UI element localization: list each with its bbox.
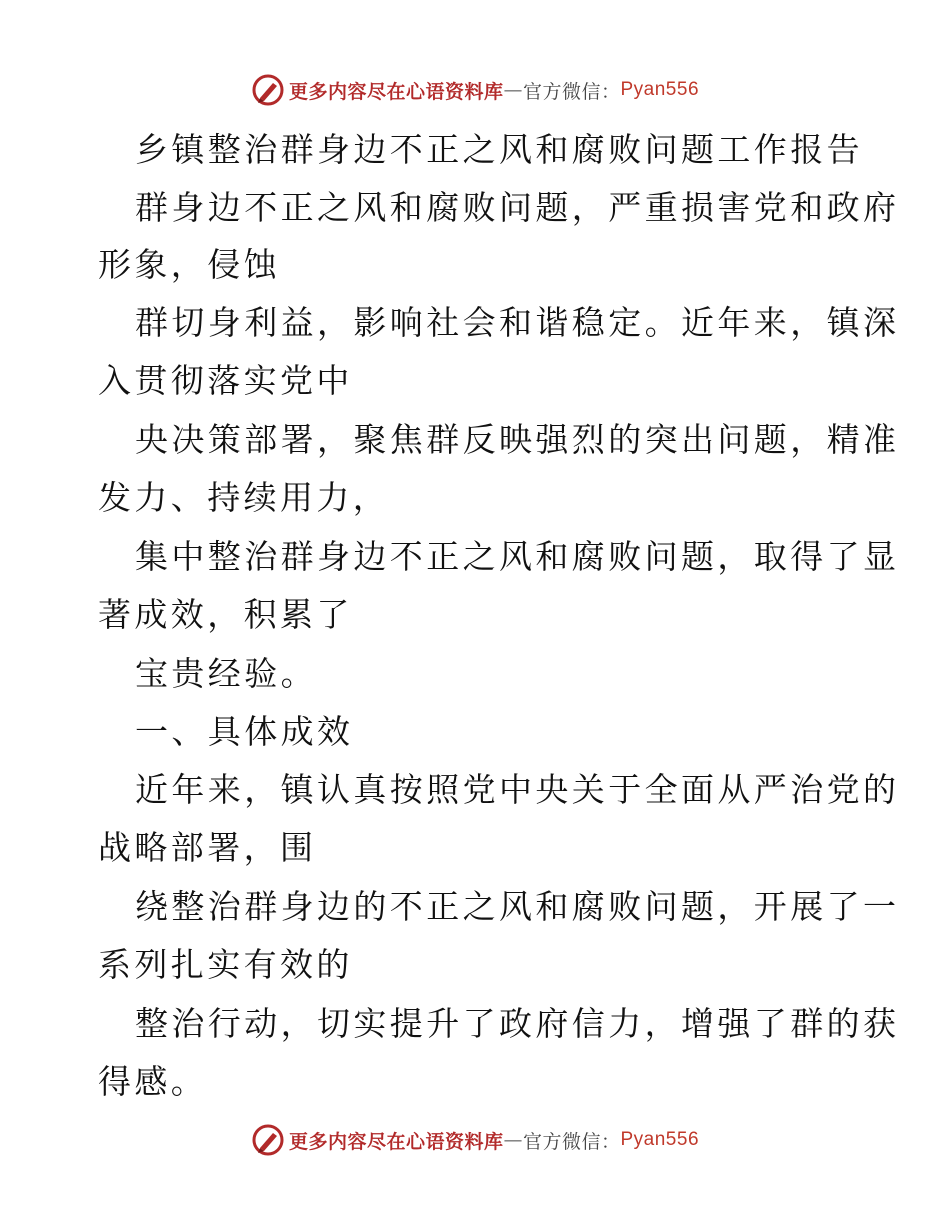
wechat-id: Pyan556 — [620, 79, 700, 100]
pen-logo-icon — [251, 1123, 285, 1157]
wechat-id: Pyan556 — [620, 1129, 700, 1150]
banner-dash: — — [503, 79, 523, 101]
paragraph-line: 形象，侵蚀 — [98, 245, 280, 284]
paragraph-line: 近年来，镇认真按照党中央关于全面从严治党的 — [135, 770, 900, 809]
document-title: 乡镇整治群身边不正之风和腐败问题工作报告 — [135, 130, 863, 169]
wechat-label: 官方微信： — [522, 80, 621, 103]
promo-text: 更多内容尽在心语资料库 — [288, 1130, 504, 1153]
paragraph-line: 系列扎实有效的 — [98, 945, 353, 984]
promo-text: 更多内容尽在心语资料库 — [288, 80, 504, 103]
paragraph-line: 群切身利益，影响社会和谐稳定。近年来，镇深 — [135, 303, 900, 342]
paragraph-line: 群身边不正之风和腐败问题，严重损害党和政府 — [135, 188, 900, 227]
paragraph-line: 发力、持续用力， — [98, 478, 390, 517]
paragraph-line: 著成效，积累了 — [98, 595, 353, 634]
paragraph-line: 入贯彻落实党中 — [98, 361, 353, 400]
paragraph-line: 集中整治群身边不正之风和腐败问题，取得了显 — [135, 537, 900, 576]
wechat-label: 官方微信： — [522, 1130, 621, 1153]
banner-dash: — — [503, 1129, 523, 1151]
paragraph-line: 战略部署，围 — [98, 828, 317, 867]
paragraph-line: 得感。 — [98, 1062, 208, 1101]
footer-watermark-banner — [0, 1120, 950, 1160]
paragraph-line: 绕整治群身边的不正之风和腐败问题，开展了一 — [135, 887, 900, 926]
section-heading: 一、具体成效 — [135, 712, 354, 751]
paragraph-line: 央决策部署，聚焦群反映强烈的突出问题，精准 — [135, 420, 900, 459]
paragraph-line: 整治行动，切实提升了政府信力，增强了群的获 — [135, 1004, 900, 1043]
paragraph-line: 宝贵经验。 — [135, 654, 317, 693]
